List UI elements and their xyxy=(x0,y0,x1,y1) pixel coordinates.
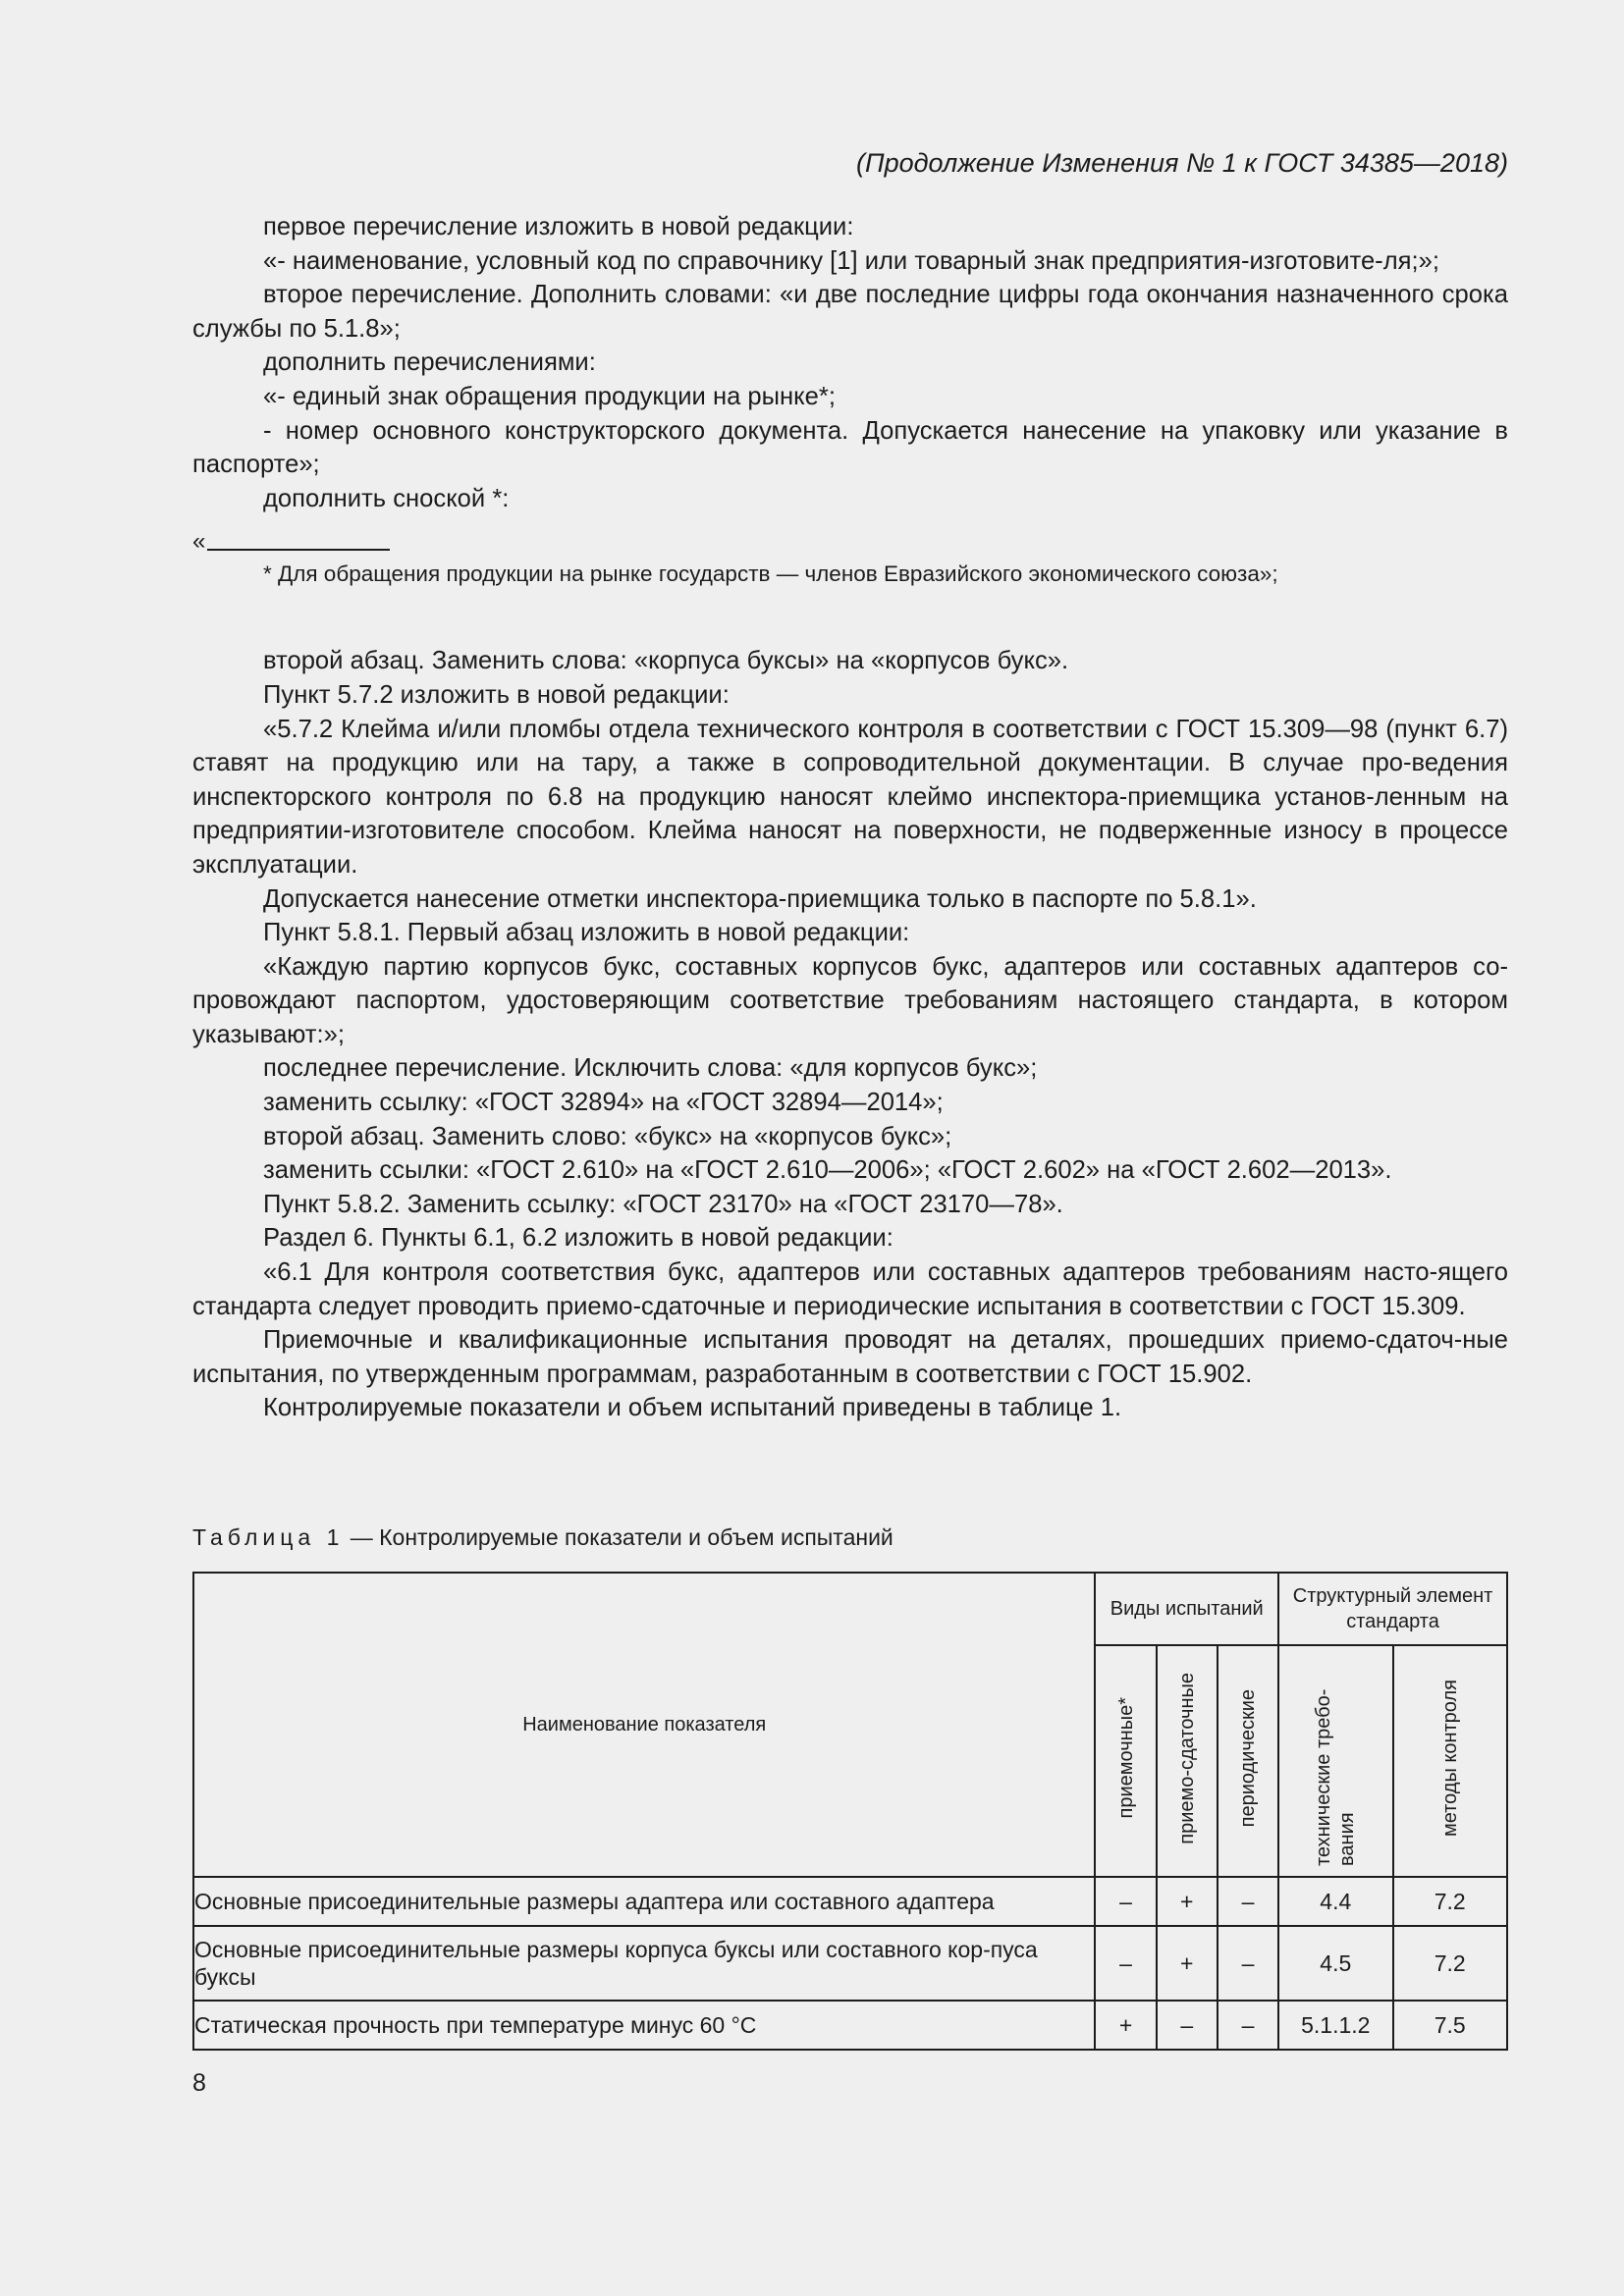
table-caption-label: Таблица 1 xyxy=(192,1524,345,1550)
paragraph: второй абзац. Заменить слова: «корпуса буксы» на «корпусов букс». xyxy=(263,647,1069,675)
header-tech-requirements: технические требо-вания xyxy=(1278,1645,1392,1877)
footnote-block xyxy=(192,528,1508,644)
cell: + xyxy=(1157,1926,1218,2001)
footnote-quote-mark: « xyxy=(192,528,206,556)
cell: – xyxy=(1218,1926,1278,2001)
cell: – xyxy=(1218,2001,1278,2050)
header-acceptance: приемочные* xyxy=(1095,1645,1156,1877)
table-caption xyxy=(192,1522,893,1553)
paragraph: «Каждую партию корпусов букс, составных корпусов букс, адаптеров или составных адаптеров со-провождают паспортом, удостоверяющим соответствие требованиям настоящего стандарта, в котором указывают:»; xyxy=(192,952,1508,1048)
cell: 5.1.1.2 xyxy=(1278,2001,1392,2050)
paragraph: - номер основного конструкторского документа. Допускается нанесение на упаковку или указание в паспорте»; xyxy=(192,416,1508,479)
paragraph: «- единый знак обращения продукции на рынке*; xyxy=(263,382,836,410)
cell: 4.5 xyxy=(1278,1926,1392,2001)
cell: 7.5 xyxy=(1393,2001,1508,2050)
paragraph: Пункт 5.8.2. Заменить ссылку: «ГОСТ 23170» на «ГОСТ 23170—78». xyxy=(263,1190,1063,1218)
header-test-types: Виды испытаний xyxy=(1095,1573,1278,1645)
header-control-methods: методы контроля xyxy=(1393,1645,1508,1877)
row-name: Основные присоединительные размеры корпуса буксы или составного кор-пуса буксы xyxy=(193,1926,1095,2001)
cell: – xyxy=(1157,2001,1218,2050)
header-standard-element: Структурный элемент стандарта xyxy=(1278,1573,1507,1645)
paragraph: Допускается нанесение отметки инспектора-приемщика только в паспорте по 5.8.1». xyxy=(263,884,1257,913)
header-indicator-name: Наименование показателя xyxy=(193,1573,1095,1877)
cell: + xyxy=(1157,1877,1218,1926)
cell: – xyxy=(1218,1877,1278,1926)
paragraph: Раздел 6. Пункты 6.1, 6.2 изложить в новой редакции: xyxy=(263,1224,893,1253)
cell: 7.2 xyxy=(1393,1877,1508,1926)
paragraph: Контролируемые показатели и объем испытаний приведены в таблице 1. xyxy=(263,1394,1122,1422)
running-header: (Продолжение Изменения № 1 к ГОСТ 34385—2018) xyxy=(856,148,1508,178)
paragraph: Пункт 5.7.2 изложить в новой редакции: xyxy=(263,680,730,709)
footnote-text: * Для обращения продукции на рынке государств — членов Евразийского экономического союза»; xyxy=(263,561,1278,587)
footnote-separator xyxy=(192,528,390,556)
cell: – xyxy=(1095,1926,1156,2001)
footnote-rule xyxy=(207,549,390,551)
row-name: Основные присоединительные размеры адаптера или составного адаптера xyxy=(193,1877,1095,1926)
paragraph: дополнить перечислениями: xyxy=(263,348,596,377)
cell: 7.2 xyxy=(1393,1926,1508,2001)
table-row xyxy=(193,1926,1507,2001)
test-table xyxy=(192,1572,1508,2051)
table-caption-text: — Контролируемые показатели и объем испытаний xyxy=(344,1524,893,1550)
cell: + xyxy=(1095,2001,1156,2050)
paragraph: «6.1 Для контроля соответствия букс, адаптеров или составных адаптеров требованиям насто-ящего стандарта следует проводить приемо-сдаточные и периодические испытания в соответствии с ГОСТ 15.309. xyxy=(192,1258,1508,1320)
row-name: Статическая прочность при температуре минус 60 °С xyxy=(193,2001,1095,2050)
paragraph: второй абзац. Заменить слово: «букс» на «корпусов букс»; xyxy=(263,1122,952,1150)
paragraph: заменить ссылку: «ГОСТ 32894» на «ГОСТ 32894—2014»; xyxy=(263,1089,944,1117)
paragraph: Приемочные и квалификационные испытания проводят на деталях, прошедших приемо-сдаточ-ные испытания, по утвержденным программам, разработанным в соответствии с ГОСТ 15.902. xyxy=(192,1326,1508,1388)
paragraph: второе перечисление. Дополнить словами: «и две последние цифры года окончания назначенного срока службы по 5.1.8»; xyxy=(192,281,1508,343)
body-text xyxy=(192,210,1508,1425)
cell: 4.4 xyxy=(1278,1877,1392,1926)
paragraph: «5.7.2 Клейма и/или пломбы отдела технического контроля в соответствии с ГОСТ 15.309—98 (пункт 6.7) ставят на продукцию или на тару, а также в сопроводительной документации. В случае про-ведения инспекторского контроля по 6.8 на продукцию наносят клеймо инспектора-приемщика установ-ленным на предприятии-изготовителе способом. Клейма наносят на поверхности, не подверженные износу в процессе эксплуатации. xyxy=(192,715,1508,879)
page-number: 8 xyxy=(192,2069,206,2097)
table-row xyxy=(193,2001,1507,2050)
paragraph: «- наименование, условный код по справочнику [1] или товарный знак предприятия-изготовите-ля;»; xyxy=(263,246,1439,275)
header-delivery: приемо-сдаточные xyxy=(1157,1645,1218,1877)
header-periodic: периодические xyxy=(1218,1645,1278,1877)
paragraph: заменить ссылки: «ГОСТ 2.610» на «ГОСТ 2.610—2006»; «ГОСТ 2.602» на «ГОСТ 2.602—2013». xyxy=(263,1156,1392,1185)
paragraph: Пункт 5.8.1. Первый абзац изложить в новой редакции: xyxy=(263,919,910,947)
paragraph: последнее перечисление. Исключить слова: «для корпусов букс»; xyxy=(263,1054,1038,1083)
cell: – xyxy=(1095,1877,1156,1926)
paragraph: первое перечисление изложить в новой редакции: xyxy=(263,213,854,240)
table-row xyxy=(193,1877,1507,1926)
paragraph: дополнить сноской *: xyxy=(263,484,510,512)
